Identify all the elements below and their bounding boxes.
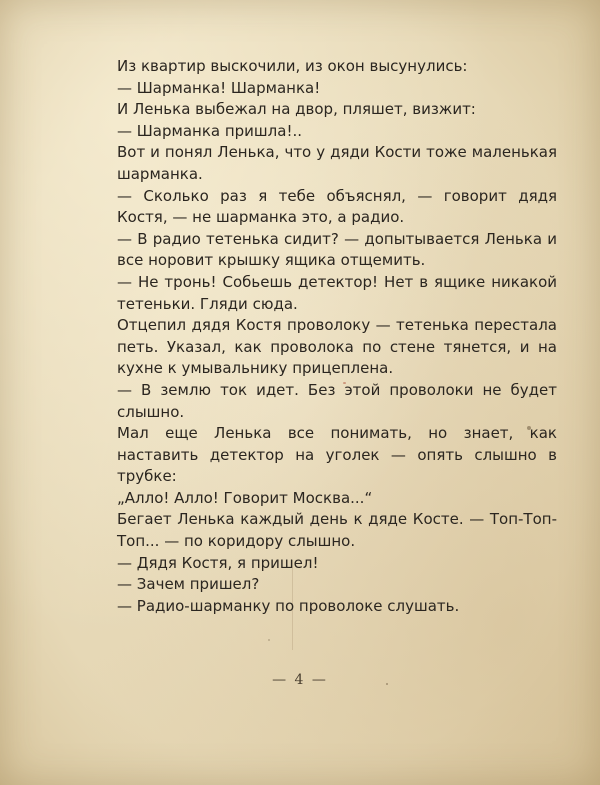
paragraph: — Зачем пришел? [117,575,260,594]
paragraph: — Радио-шарманку по проволоке слушать. [117,596,460,615]
paragraph: — Шарманка! Шарманка! [117,78,321,97]
paragraph: Мал еще Ленька все понимать, но знает, как наставить детектор на уголек — опять слышно в трубке: [117,424,557,486]
paragraph: Из квартир выскочили, из окон высунулись: [117,57,468,75]
story-text [117,56,557,617]
ink-speck [268,639,270,641]
paragraph: — Шарманка пришла!.. [117,121,302,140]
paragraph: Отцепил дядя Костя проволоку — тетенька перестала петь. Указал, как проволока по стене тянется, и на кухне к умывальнику прицеплена. [117,316,557,378]
paragraph: Вот и понял Ленька, что у дяди Кости тоже маленькая шарманка. [117,143,557,183]
paragraph: Бегает Ленька каждый день к дяде Косте. — Топ-Топ-Топ... — по коридору слышно. [117,510,557,551]
paragraph: „Алло! Алло! Говорит Москва...“ [117,488,373,507]
paragraph: И Ленька выбежал на двор, пляшет, визжит: [117,100,476,119]
paragraph: — Не тронь! Собьешь детектор! Нет в ящике никакой тетеньки. Гляди сюда. [117,272,557,313]
paragraph: — Дядя Костя, я пришел! [117,553,319,572]
page-number: — 4 — [272,672,328,688]
paragraph: — Сколько раз я тебе объяснял, — говорит дядя Костя, — не шарманка это, а радио. [117,186,557,227]
paragraph: — В радио тетенька сидит? — допытывается Ленька и все норовит крышку ящика отщемить. [117,229,557,270]
paragraph: — В землю ток идет. Без этой проволоки не будет слышно. [117,380,557,421]
